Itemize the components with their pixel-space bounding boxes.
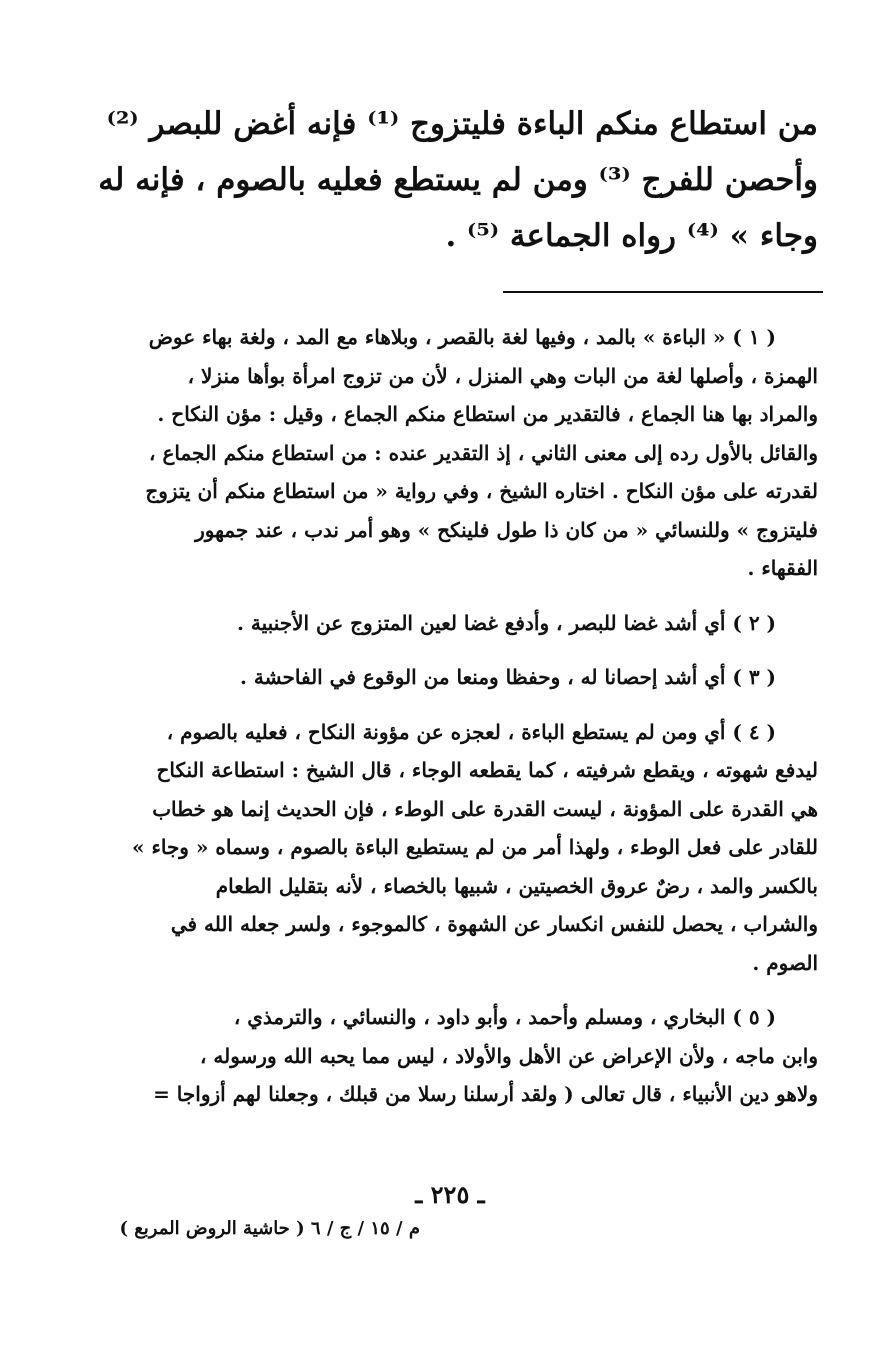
hadith-line-1: من استطاع منكم الباءة فليتزوج ⁽¹⁾ فإنه أغض للبصر ⁽²⁾: [106, 106, 818, 142]
footnote-line: والقائل بالأول رده إلى معنى الثاني ، إذ التقدير عنده : من استطاع منكم الجماع ،: [149, 440, 818, 465]
footnote-line: ( ٤ ) أي ومن لم يستطع الباءة ، لعجزه عن مؤونة النكاح ، فعليه بالصوم ،: [166, 719, 776, 744]
footnote-line: ليدفع شهوته ، ويقطع شرفيته ، كما يقطعه الوجاء ، قال الشيخ : استطاعة النكاح: [156, 758, 818, 782]
footnote-line: ( ٢ ) أي أشد غضا للبصر ، وأدفع غضا لعين المتزوج عن الأجنبية .: [236, 610, 776, 635]
footnote-line: والمراد بها هنا الجماع ، فالتقدير من استطاع منكم الجماع ، وقيل : مؤن النكاح .: [157, 402, 818, 426]
footnote-4: [88, 713, 818, 983]
hadith-text: [78, 96, 818, 264]
footnote-line: وابن ماجه ، ولأن الإعراض عن الأهل والأولاد ، ليس مما يحبه الله ورسوله ،: [199, 1043, 818, 1068]
footnote-line: الفقهاء .: [747, 556, 818, 580]
footnote-line: ولاهو دين الأنبياء ، قال تعالى ( ولقد أرسلنا رسلا من قبلك ، وجعلنا لهم أزواجا =: [153, 1082, 818, 1106]
hadith-line-3: وجاء » ⁽⁴⁾ رواه الجماعة ⁽⁵⁾ .: [445, 218, 818, 254]
hadith-line-2: وأحصن للفرج ⁽³⁾ ومن لم يستطع فعليه بالصوم ، فإنه له: [98, 162, 818, 198]
page-number: ـ ٢٢٥ ـ: [415, 1180, 485, 1209]
footnotes: [88, 318, 818, 1130]
footnote-line: هي القدرة على المؤونة ، ليست القدرة على الوطء ، فإن الحديث إنما هو خطاب: [152, 796, 818, 821]
footnote-line: فليتزوج » وللنسائي « من كان ذا طول فلينكح » وهو أمر ندب ، عند جمهور: [195, 517, 818, 542]
footnote-line: للقادر على فعل الوطء ، ولهذا أمر من لم يستطيع الباءة بالصوم ، وسماه « وجاء »: [131, 835, 818, 859]
footnote-line: الهمزة ، وأصلها لغة من البات وهي المنزل ، لأن من تزوج امرأة بوأها منزلا ،: [187, 363, 818, 388]
footnote-line: لقدرته على مؤن النكاح . اختاره الشيخ ، وفي رواية « من استطاع منكم أن يتزوج: [145, 479, 818, 503]
footnote-line: الصوم .: [752, 950, 818, 975]
footnote-3: [88, 658, 818, 697]
footnote-line: بالكسر والمد ، رضٌ عروق الخصيتين ، شبيها بالخصاء ، لأنه بتقليل الطعام: [215, 873, 818, 898]
footnote-separator: [503, 291, 823, 293]
footnote-line: والشراب ، يحصل للنفس انكسار عن الشهوة ، كالموجوء ، ولسر جعله الله في: [170, 912, 818, 936]
footnote-line: ( ٣ ) أي أشد إحصانا له ، وحفظا ومنعا من الوقوع في الفاحشة .: [240, 665, 776, 689]
footnote-1: [88, 318, 818, 588]
footnote-2: [88, 604, 818, 643]
footnote-5: [88, 998, 818, 1114]
footer-signature: م / ١٥ / ج / ٦ ( حاشية الروض المربع ): [119, 1218, 420, 1239]
footnote-line: ( ٥ ) البخاري ، ومسلم وأحمد ، وأبو داود ، والنسائي ، والترمذي ،: [233, 1005, 776, 1029]
footnote-line: ( ١ ) « الباءة » بالمد ، وفيها لغة بالقصر ، وبلاهاء مع المد ، ولغة بهاء عوض: [148, 325, 776, 349]
